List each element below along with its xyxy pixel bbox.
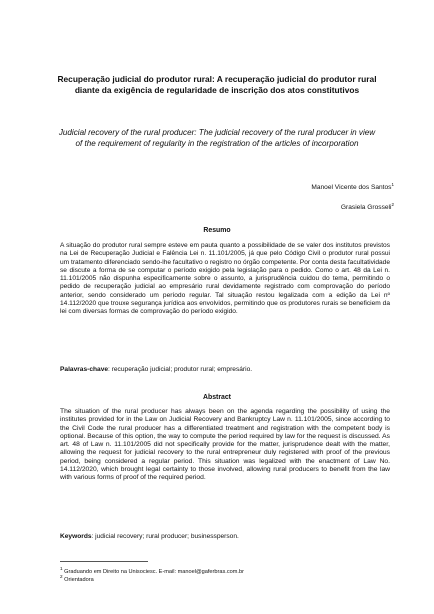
author-1-footnote-mark[interactable]: 1 — [391, 181, 394, 187]
author-2 — [340, 201, 394, 212]
resumo-keywords-label: Palavras-chave — [60, 366, 109, 373]
author-1 — [311, 181, 394, 192]
abstract-keywords-label: Keywords — [60, 533, 92, 540]
resumo-heading: Resumo — [203, 227, 231, 234]
author-2-footnote-mark[interactable]: 2 — [391, 201, 394, 207]
footnote-2-mark: 2 — [60, 574, 63, 579]
footnote-2 — [60, 573, 94, 584]
abstract-heading: Abstract — [203, 394, 231, 401]
footnote-1-text: Graduando em Direito na Unisociesc. E-mail: manoel@gaferbras.com.br — [62, 568, 244, 575]
footnote-2-text: Orientadora — [62, 576, 94, 583]
resumo-keywords — [60, 366, 390, 374]
abstract-text: The situation of the rural producer has always been on the agenda regarding the possibility of using the institutes provided for in the Law on Judicial Recovery and Bankruptcy Law n. 11.101/2005, since according to the Civil Code the rural producer has a differentiated treatment and registration with the competent body is optional. Because of this option, the way to compute the period required by law for the request is discussed. As art. 48 of Law n. 11.101/2005 did not specifically provide for the matter, jurisprudence dealt with the matter, allowing the request for judicial recovery to the rural entrepreneur duly registered with proof of the previous period, being considered a regular period. This situation was legalized with the enactment of Law No. 14.112/2020, which brought legal certainty to those involved, allowing rural producers to benefit from the law with various forms of proof of the required period. — [60, 408, 390, 482]
paper-title: Recuperação judicial do produtor rural: A recuperação judicial do produtor rural diante da exigência de regularidade de inscrição dos atos constitutivos — [57, 74, 377, 95]
resumo-text: A situação do produtor rural sempre esteve em pauta quanto a possibilidade de se valer dos institutos previstos na Lei de Recuperação Judicial e Falência Lei n. 11.101/2005, já que pelo Código Civil o produtor rural possui um tratamento diferenciado sendo-lhe facultativo o registro no órgão competente. Por conta desta facultatividade se discute a forma de se computar o período exigido pela legislação para o pedido. Como o art. 48 da Lei n. 11.101/2005 não dispunha especificamente sobre o assunto, a jurisprudência cuidou do tema, permitindo o pedido de recuperação judicial ao empresário rural devidamente registrado com comprovação do período anterior, sendo considerado um período regular. Tal situação restou legalizada com a edição da Lei nº 14.112/2020 que trouxe segurança jurídica aos envolvidos, permitindo que os produtores rurais se beneficiem da lei com diversas formas de comprovação do período exigido. — [60, 242, 390, 316]
footnote-1-mark: 1 — [60, 566, 63, 571]
author-1-name: Manoel Vicente dos Santos — [311, 184, 392, 191]
abstract-keywords-values: : judicial recovery; rural producer; businessperson. — [91, 533, 239, 540]
footnote-separator — [60, 561, 148, 562]
abstract-keywords — [60, 533, 390, 541]
resumo-keywords-values: : recuperação judicial; produtor rural; empresário. — [108, 366, 253, 373]
author-2-name: Grasiela Grosseli — [340, 204, 392, 211]
paper-subtitle-english: Judicial recovery of the rural producer: The judicial recovery of the rural producer in view of the requirement of regularity in the registration of the articles of incorporation — [58, 128, 376, 148]
